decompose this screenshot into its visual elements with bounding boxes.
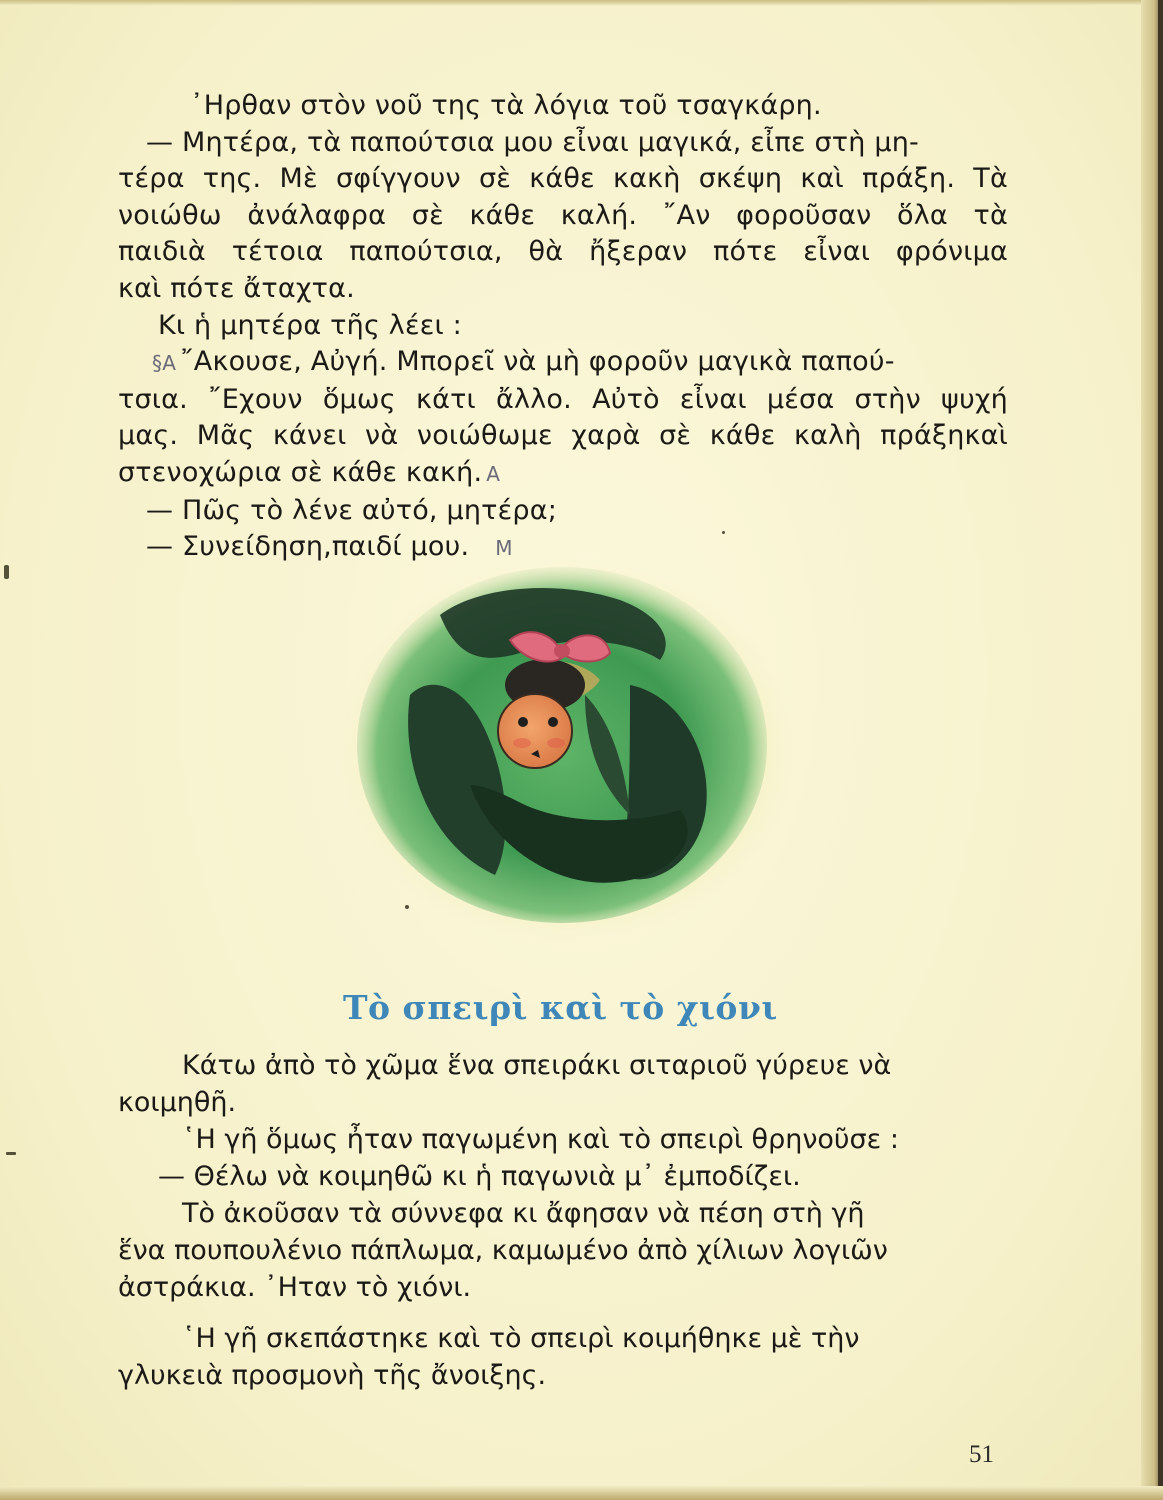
story-line: Κι ἡ μητέρα τῆς λέει : xyxy=(158,309,462,341)
story-line: ᾿Ηρθαν στὸν νοῦ της τὰ λόγια τοῦ τσαγκάρη. xyxy=(190,90,822,121)
story-line: ῾Η γῆ σκεπάστηκε καὶ τὸ σπειρὶ κοιμήθηκε μὲ τὴν xyxy=(182,1323,860,1354)
story-line: — Θέλω νὰ κοιμηθῶ κι ἡ παγωνιὰ μ᾿ ἐμποδίζει. xyxy=(158,1161,801,1192)
story-line: τέρα της. Μὲ σφίγγουν σὲ κάθε κακὴ σκέψη καὶ πράξη. Τὰ xyxy=(118,163,1008,195)
right-cheek xyxy=(547,738,565,748)
page-top-edge xyxy=(0,0,1163,6)
page-bottom-edge xyxy=(0,1486,1163,1500)
right-eye xyxy=(548,717,558,727)
seed-face xyxy=(498,694,572,768)
story-line-with-mark xyxy=(118,344,1008,382)
story-line: Τὸ ἀκοῦσαν τὰ σύννεφα κι ἄφησαν νὰ πέση στὴ γῆ xyxy=(182,1198,865,1229)
story-line: κοιμηθῆ. xyxy=(118,1087,237,1118)
story-line: στενοχώρια σὲ κάθε κακή. xyxy=(118,456,483,488)
scan-speck xyxy=(6,1152,16,1155)
story-line: ἕνα πουπουλένιο πάπλωμα, καμωμένο ἀπὸ χίλιων λογιῶν xyxy=(118,1235,888,1266)
story-line: — Πῶς τὸ λένε αὐτό, μητέρα; xyxy=(146,494,558,526)
story-line: ῾Η γῆ ὅμως ἦταν παγωμένη καὶ τὸ σπειρὶ θρηνοῦσε : xyxy=(182,1124,899,1155)
story-line: καὶ πότε ἄταχτα. xyxy=(118,272,355,304)
story-two xyxy=(118,1047,1008,1394)
seed-in-leaves-illustration xyxy=(330,545,800,945)
story-line: — Συνείδηση,παιδί μου. xyxy=(146,531,470,563)
story-line: Κάτω ἀπὸ τὸ χῶμα ἕνα σπειράκι σιταριοῦ γύρευε νὰ xyxy=(182,1050,892,1081)
story-line: ῎Ακουσε, Αὐγή. Μπορεῖ νὰ μὴ φοροῦν μαγικὰ παπού- xyxy=(180,346,895,378)
story-line: παιδιὰ τέτοια παπούτσια, θὰ ἤξεραν πότε εἶναι φρόνιμα xyxy=(118,236,1008,268)
story-line: — Μητέρα, τὰ παπούτσια μου εἶναι μαγικά, εἶπε στὴ μη- xyxy=(146,126,919,158)
handwritten-mark: M xyxy=(495,536,513,561)
left-eye xyxy=(518,717,528,727)
bow-knot xyxy=(554,644,570,658)
left-cheek xyxy=(513,738,531,748)
scan-speck xyxy=(4,565,9,579)
page-binding-shadow xyxy=(1158,0,1163,1500)
story-line: ἀστράκια. ᾿Ηταν τὸ χιόνι. xyxy=(118,1272,472,1303)
story-line-with-mark xyxy=(118,455,1008,493)
story-line: μας. Μᾶς κάνει νὰ νοιώθωμε χαρὰ σὲ κάθε καλὴ πράξηκαὶ xyxy=(118,420,1008,452)
handwritten-mark: §A xyxy=(152,351,177,376)
story-line: γλυκειὰ προσμονὴ τῆς ἄνοιξης. xyxy=(118,1360,547,1391)
page-number: 51 xyxy=(969,1441,994,1468)
story-line: τσια. ῎Εχουν ὅμως κάτι ἄλλο. Αὐτὸ εἶναι μέσα στὴν ψυχή xyxy=(118,383,1008,415)
handwritten-mark: A xyxy=(486,461,501,486)
story-line: νοιώθω ἀνάλαφρα σὲ κάθε καλή. ῎Αν φοροῦσαν ὅλα τὰ xyxy=(118,199,1008,231)
story-one xyxy=(118,88,1008,567)
section-title: Τὸ σπειρὶ καὶ τὸ χιόνι xyxy=(343,988,778,1027)
